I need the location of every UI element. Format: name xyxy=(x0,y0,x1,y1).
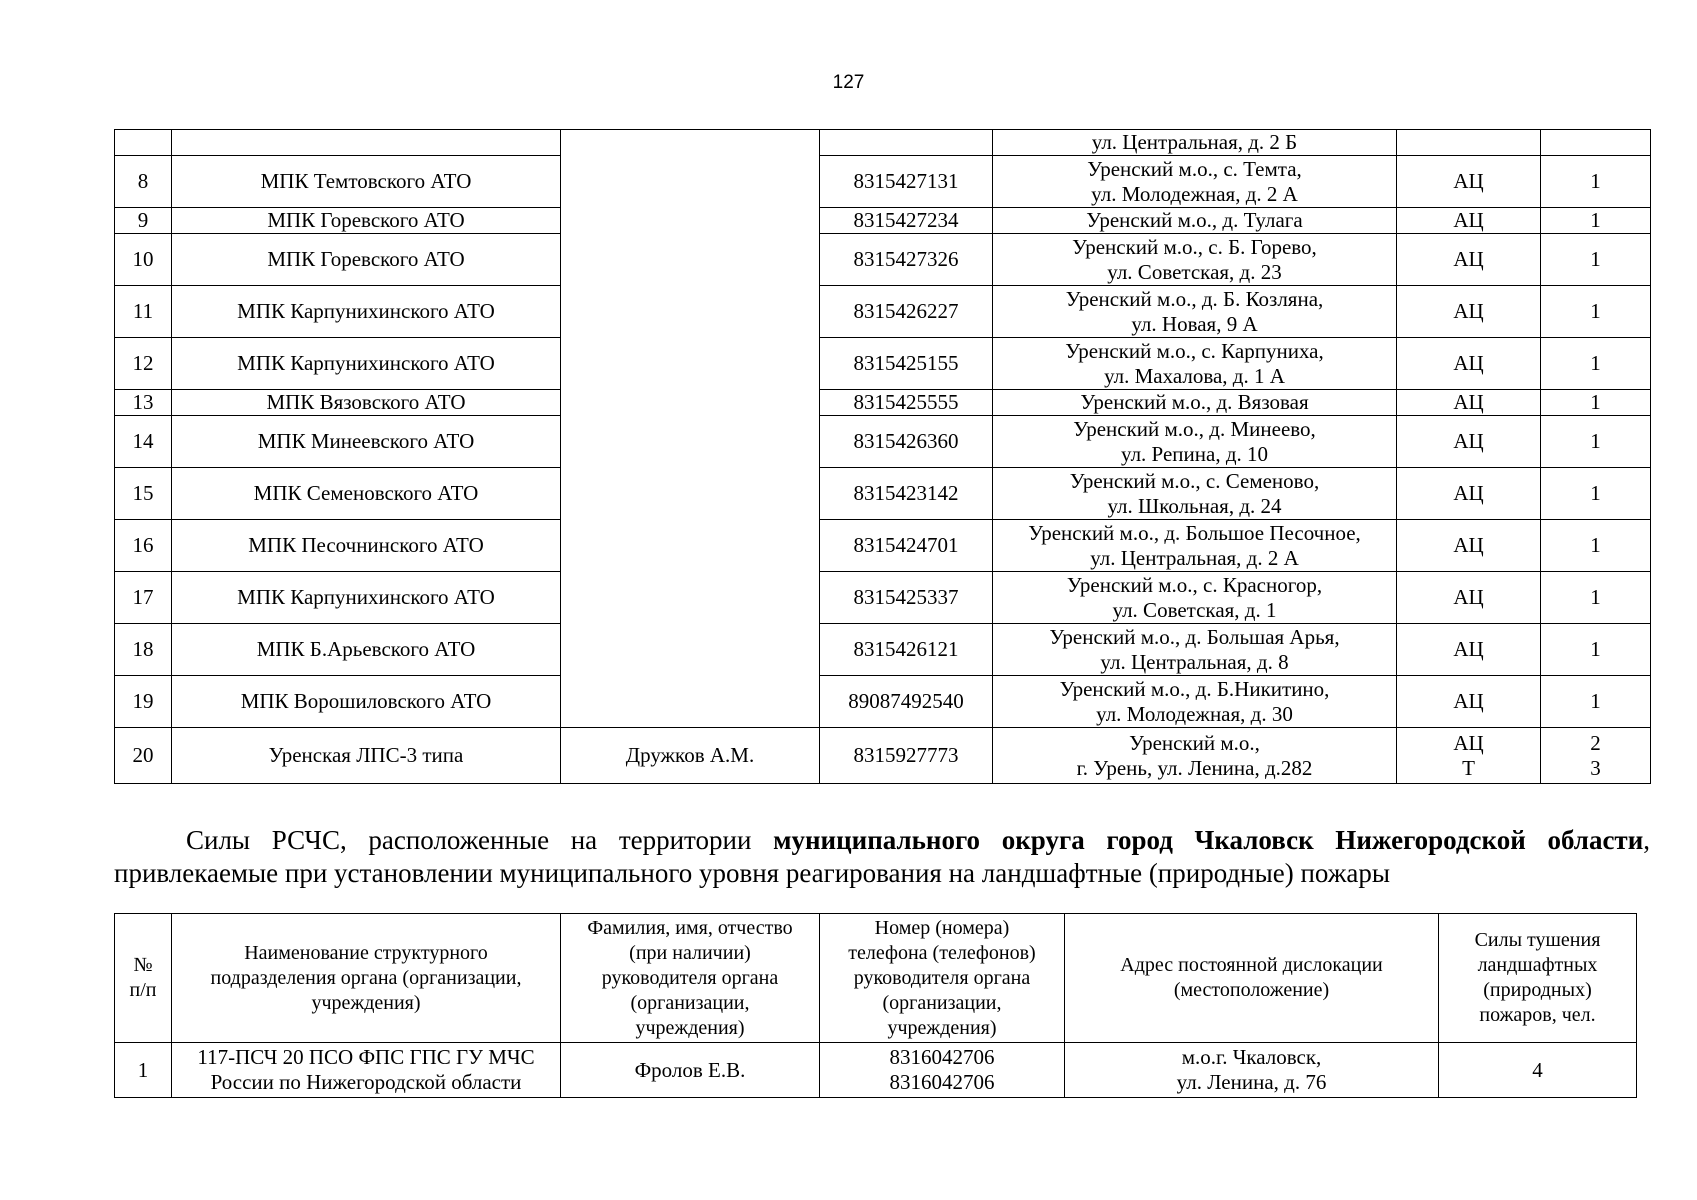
address-cell: Уренский м.о., с. Красногор, ул. Советская, д. 1 xyxy=(993,572,1397,624)
address-cell: Уренский м.о., с. Семеново, ул. Школьная, д. 24 xyxy=(993,468,1397,520)
address-cell: Уренский м.о., д. Большое Песочное, ул. Центральная, д. 2 А xyxy=(993,520,1397,572)
number-cell: 20 xyxy=(115,728,172,784)
vehicle-type-cell: АЦ xyxy=(1397,208,1541,234)
head-name-cell: Дружков А.М. xyxy=(561,728,820,784)
vehicle-type-cell: АЦ xyxy=(1397,416,1541,468)
table-row xyxy=(115,208,1651,234)
vehicle-count-cell: 1 xyxy=(1541,208,1651,234)
unit-name-cell: МПК Горевского АТО xyxy=(172,234,561,286)
vehicle-count-cell: 1 xyxy=(1541,572,1651,624)
vehicle-count-cell: 1 xyxy=(1541,390,1651,416)
unit-name-cell: МПК Темтовского АТО xyxy=(172,156,561,208)
table-row xyxy=(115,390,1651,416)
vehicle-count-cell: 1 xyxy=(1541,416,1651,468)
phone-cell: 8315427131 xyxy=(820,156,993,208)
table-row xyxy=(115,728,1651,784)
phone-cell: 8315423142 xyxy=(820,468,993,520)
phone-cell: 8315426121 xyxy=(820,624,993,676)
vehicle-type-cell: АЦ xyxy=(1397,624,1541,676)
vehicle-type-cell: АЦ xyxy=(1397,234,1541,286)
rschs-forces-table-continued xyxy=(114,129,1651,784)
vehicle-count-cell: 1 xyxy=(1541,286,1651,338)
number-cell: 12 xyxy=(115,338,172,390)
address-cell: Уренский м.о., г. Урень, ул. Ленина, д.282 xyxy=(993,728,1397,784)
phone-cell: 8315427326 xyxy=(820,234,993,286)
phone-cell: 8315927773 xyxy=(820,728,993,784)
col-header-head-name: Фамилия, имя, отчество (при наличии) руководителя органа (организации, учреждения) xyxy=(561,914,820,1043)
address-cell: ул. Центральная, д. 2 Б xyxy=(993,130,1397,156)
unit-name-cell: Уренская ЛПС-3 типа xyxy=(172,728,561,784)
phone-cell: 8316042706 8316042706 xyxy=(820,1043,1065,1098)
forces-count-cell: 4 xyxy=(1439,1043,1637,1098)
table-row xyxy=(115,572,1651,624)
table-row xyxy=(115,286,1651,338)
col-header-number: № п/п xyxy=(115,914,172,1043)
vehicle-count-cell: 1 xyxy=(1541,624,1651,676)
table-row xyxy=(115,156,1651,208)
phone-cell: 8315425337 xyxy=(820,572,993,624)
address-cell: Уренский м.о., с. Б. Горево, ул. Советская, д. 23 xyxy=(993,234,1397,286)
chkalovsk-forces-table xyxy=(114,913,1637,1098)
header-row xyxy=(115,914,1637,1043)
number-cell: 15 xyxy=(115,468,172,520)
table-row xyxy=(115,234,1651,286)
address-cell: Уренский м.о., с. Темта, ул. Молодежная, д. 2 А xyxy=(993,156,1397,208)
address-cell: Уренский м.о., д. Б. Козляна, ул. Новая, 9 А xyxy=(993,286,1397,338)
table-row xyxy=(115,338,1651,390)
section-heading xyxy=(114,824,1650,890)
table-row xyxy=(115,130,1651,156)
address-cell: Уренский м.о., д. Минеево, ул. Репина, д. 10 xyxy=(993,416,1397,468)
vehicle-type-cell: АЦ xyxy=(1397,156,1541,208)
phone-cell: 8315425155 xyxy=(820,338,993,390)
number-cell: 17 xyxy=(115,572,172,624)
col-header-phone: Номер (номера) телефона (телефонов) руководителя органа (организации, учреждения) xyxy=(820,914,1065,1043)
number-cell: 19 xyxy=(115,676,172,728)
phone-cell: 89087492540 xyxy=(820,676,993,728)
vehicle-type-cell: АЦ Т xyxy=(1397,728,1541,784)
table-row xyxy=(115,468,1651,520)
vehicle-type-cell: АЦ xyxy=(1397,468,1541,520)
page-number: 127 xyxy=(832,72,865,93)
col-header-address: Адрес постоянной дислокации (местоположение) xyxy=(1065,914,1439,1043)
unit-name-cell: МПК Карпунихинского АТО xyxy=(172,572,561,624)
table-row xyxy=(115,416,1651,468)
number-cell: 13 xyxy=(115,390,172,416)
phone-cell: 8315426360 xyxy=(820,416,993,468)
vehicle-count-cell: 1 xyxy=(1541,676,1651,728)
number-cell: 18 xyxy=(115,624,172,676)
number-cell: 14 xyxy=(115,416,172,468)
phone-cell: 8315427234 xyxy=(820,208,993,234)
unit-name-cell: МПК Песочнинского АТО xyxy=(172,520,561,572)
table-row xyxy=(115,520,1651,572)
phone-cell: 8315424701 xyxy=(820,520,993,572)
phone-cell: 8315425555 xyxy=(820,390,993,416)
table-row xyxy=(115,676,1651,728)
unit-name-cell: МПК Карпунихинского АТО xyxy=(172,286,561,338)
unit-name-cell: МПК Ворошиловского АТО xyxy=(172,676,561,728)
heading-text-start: Силы РСЧС, расположенные на территории xyxy=(186,825,774,855)
heading-text-end: , привлекаемые при установлении муниципального уровня реагирования на ландшафтные (природные) пожары xyxy=(114,825,1650,888)
unit-name-cell: МПК Минеевского АТО xyxy=(172,416,561,468)
head-cell-merged xyxy=(561,130,820,728)
unit-name-cell: МПК Семеновского АТО xyxy=(172,468,561,520)
heading-bold-text: муниципального округа город Чкаловск Нижегородской области xyxy=(773,825,1644,855)
unit-name-cell: МПК Б.Арьевского АТО xyxy=(172,624,561,676)
vehicle-type-cell: АЦ xyxy=(1397,286,1541,338)
vehicle-type-cell: АЦ xyxy=(1397,676,1541,728)
address-cell: Уренский м.о., с. Карпуниха, ул. Махалова, д. 1 А xyxy=(993,338,1397,390)
vehicle-count-cell: 2 3 xyxy=(1541,728,1651,784)
vehicle-count-cell: 1 xyxy=(1541,468,1651,520)
vehicle-count-cell: 1 xyxy=(1541,520,1651,572)
address-cell: Уренский м.о., д. Тулага xyxy=(993,208,1397,234)
table-row xyxy=(115,624,1651,676)
number-cell: 8 xyxy=(115,156,172,208)
unit-name-cell: МПК Горевского АТО xyxy=(172,208,561,234)
col-header-unit-name: Наименование структурного подразделения органа (организации, учреждения) xyxy=(172,914,561,1043)
vehicle-type-cell: АЦ xyxy=(1397,338,1541,390)
vehicle-count-cell: 1 xyxy=(1541,156,1651,208)
number-cell: 16 xyxy=(115,520,172,572)
unit-name-cell: МПК Вязовского АТО xyxy=(172,390,561,416)
table-row xyxy=(115,1043,1637,1098)
vehicle-count-cell: 1 xyxy=(1541,234,1651,286)
vehicle-type-cell: АЦ xyxy=(1397,520,1541,572)
unit-name-cell: 117-ПСЧ 20 ПСО ФПС ГПС ГУ МЧС России по Нижегородской области xyxy=(172,1043,561,1098)
vehicle-type-cell: АЦ xyxy=(1397,572,1541,624)
unit-name-cell: МПК Карпунихинского АТО xyxy=(172,338,561,390)
number-cell: 9 xyxy=(115,208,172,234)
number-cell: 11 xyxy=(115,286,172,338)
number-cell: 1 xyxy=(115,1043,172,1098)
address-cell: Уренский м.о., д. Большая Арья, ул. Центральная, д. 8 xyxy=(993,624,1397,676)
address-cell: м.о.г. Чкаловск, ул. Ленина, д. 76 xyxy=(1065,1043,1439,1098)
vehicle-count-cell: 1 xyxy=(1541,338,1651,390)
vehicle-type-cell: АЦ xyxy=(1397,390,1541,416)
phone-cell: 8315426227 xyxy=(820,286,993,338)
head-name-cell: Фролов Е.В. xyxy=(561,1043,820,1098)
col-header-forces: Силы тушения ландшафтных (природных) пожаров, чел. xyxy=(1439,914,1637,1043)
address-cell: Уренский м.о., д. Б.Никитино, ул. Молодежная, д. 30 xyxy=(993,676,1397,728)
number-cell: 10 xyxy=(115,234,172,286)
address-cell: Уренский м.о., д. Вязовая xyxy=(993,390,1397,416)
